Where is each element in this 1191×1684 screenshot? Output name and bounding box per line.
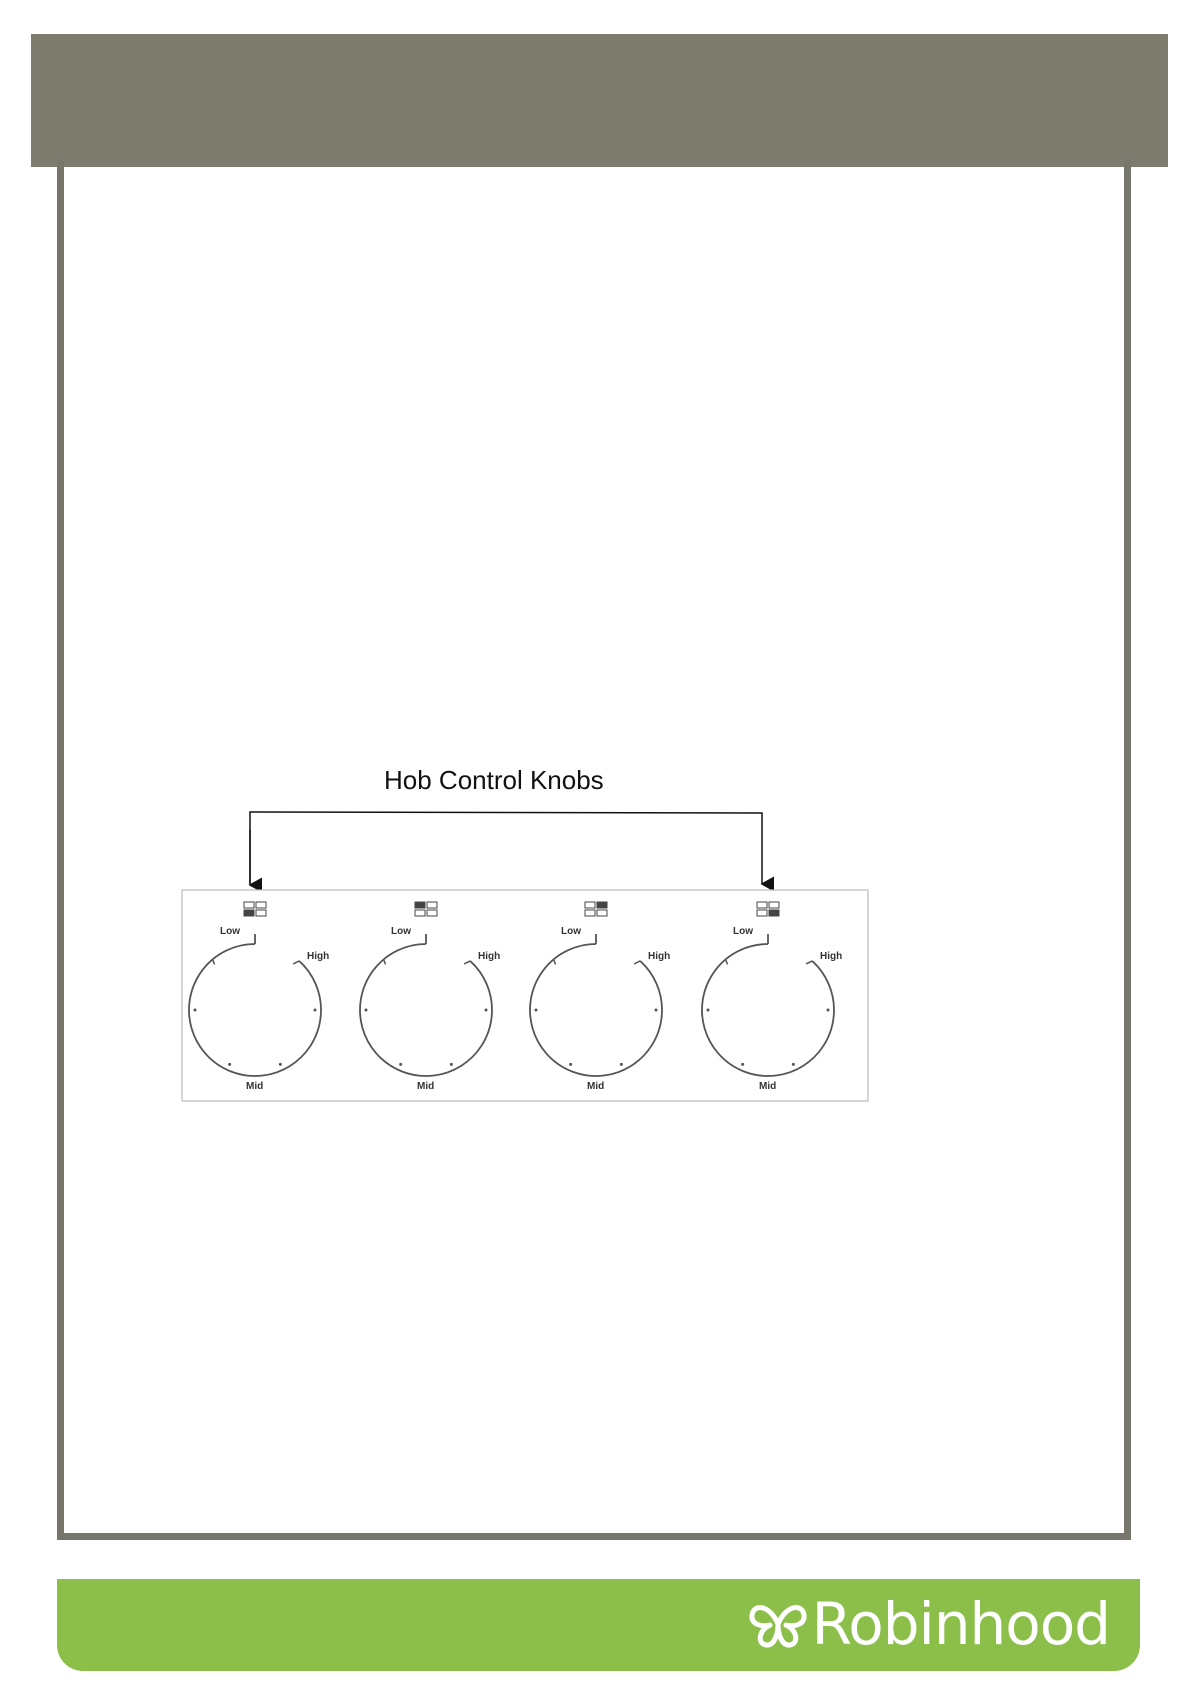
position-dot [450,1063,453,1066]
footer-bar [57,1579,1140,1671]
high-label: High [478,951,501,962]
position-dot [279,1063,282,1066]
zone-indicator-square [244,910,254,916]
zone-indicator-square [244,902,254,908]
high-label: High [648,951,671,962]
zone-indicator-square [597,902,607,908]
position-dot [655,1009,658,1012]
position-dot [792,1063,795,1066]
position-dot [194,1009,197,1012]
zone-indicator-square [427,902,437,908]
zone-indicator-square [256,910,266,916]
low-label: Low [220,926,240,937]
mid-label: Mid [417,1081,435,1092]
high-label: High [820,951,843,962]
zone-indicator-square [585,902,595,908]
butterfly-icon [748,1599,808,1649]
mid-label: Mid [759,1081,777,1092]
position-dot [741,1063,744,1066]
zone-indicator-square [769,910,779,916]
zone-indicator-square [256,902,266,908]
zone-indicator-square [769,902,779,908]
zone-indicator-square [757,902,767,908]
brand-logo [748,1591,1110,1657]
callout-line [250,812,762,884]
position-dot [485,1009,488,1012]
zone-indicator-square [415,910,425,916]
mid-label: Mid [246,1081,264,1092]
position-dot [707,1009,710,1012]
position-dot [827,1009,830,1012]
high-label: High [307,951,330,962]
mid-label: Mid [587,1081,605,1092]
low-label: Low [561,926,581,937]
position-dot [314,1009,317,1012]
position-dot [365,1009,368,1012]
low-label: Low [733,926,753,937]
low-label: Low [391,926,411,937]
zone-indicator-square [415,902,425,908]
position-dot [228,1063,231,1066]
brand-name: Robinhood [811,1590,1110,1658]
zone-indicator-square [757,910,767,916]
zone-indicator-square [597,910,607,916]
position-dot [399,1063,402,1066]
zone-indicator-square [585,910,595,916]
position-dot [535,1009,538,1012]
position-dot [620,1063,623,1066]
zone-indicator-square [427,910,437,916]
position-dot [569,1063,572,1066]
diagram-title: Hob Control Knobs [384,765,604,795]
